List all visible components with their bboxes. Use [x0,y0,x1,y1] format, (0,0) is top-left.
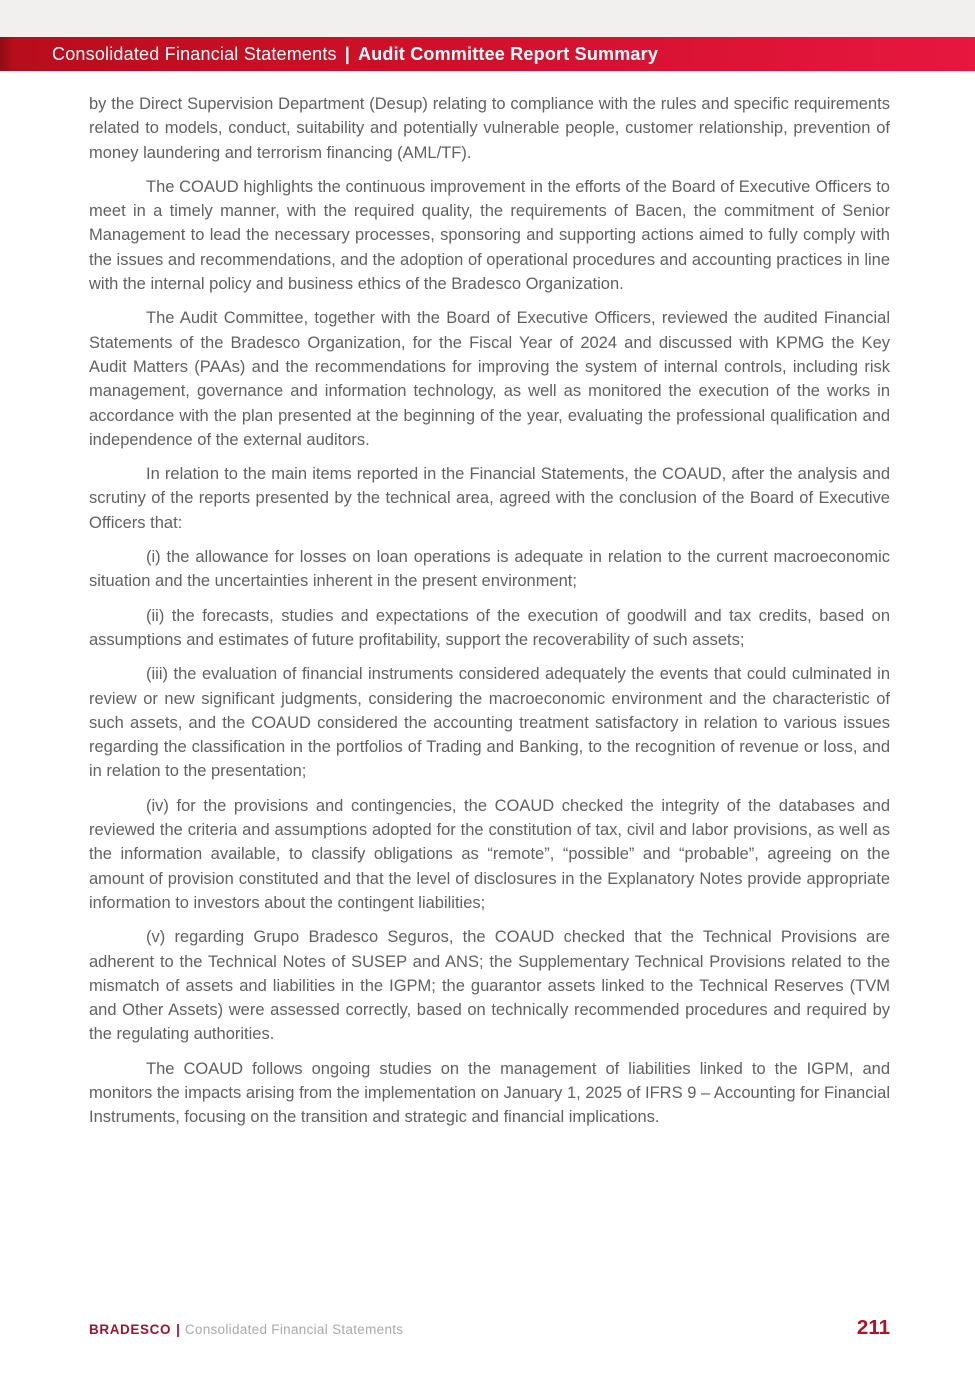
body-paragraph: by the Direct Supervision Department (Desup) relating to compliance with the rules and specific requirements related to models, conduct, suitability and potentially vulnerable people, customer relationship, prevention of money laundering and terrorism financing (AML/TF). [89,95,890,162]
body-paragraph: (v) regarding Grupo Bradesco Seguros, the COAUD checked that the Technical Provisions are adherent to the Technical Notes of SUSEP and ANS; the Supplementary Technical Provisions related to the mismatch of assets and liabilities in the IGPM; the guarantor assets linked to the Technical Reserves (TVM and Other Assets) were assessed correctly, based on technically recommended procedures and required by the regulating authorities. [89,928,890,1044]
page-top-margin-strip [0,0,975,37]
body-paragraph: (ii) the forecasts, studies and expectations of the execution of goodwill and tax credits, based on assumptions and estimates of future profitability, support the recoverability of such assets; [89,606,890,649]
brand-name: BRADESCO [89,1322,172,1337]
section-label: Consolidated Financial Statements [52,43,337,64]
body-paragraph: In relation to the main items reported in the Financial Statements, the COAUD, after the analysis and scrutiny of the reports presented by the technical area, agreed with the conclusion of the Board of Executive Officers that: [89,465,890,532]
section-title-bar [0,37,975,71]
page-heading: Audit Committee Report Summary [358,43,659,64]
body-paragraph: The COAUD follows ongoing studies on the management of liabilities linked to the IGPM, and monitors the impacts arising from the implementation on January 1, 2025 of IFRS 9 – Accounting for Financial Instruments, focusing on the transition and strategic and financial implications. [89,1059,890,1127]
footer-left [89,1321,403,1339]
body-paragraph: (iii) the evaluation of financial instruments considered adequately the events that could culminated in review or new significant judgments, considering the macroeconomic environment and the characteristic of such assets, and the COAUD considered the accounting treatment satisfactory in relation to various issues regarding the classification in the portfolios of Trading and Banking, to the recognition of revenue or loss, and in relation to the presentation; [89,665,890,781]
title-separator: | [344,43,351,64]
footer-separator: | [176,1322,180,1337]
body-paragraph: The Audit Committee, together with the Board of Executive Officers, reviewed the audited Financial Statements of the Bradesco Organization, for the Fiscal Year of 2024 and discussed with KPMG the Key Audit Matters (PAAs) and the recommendations for improving the system of internal controls, including risk management, governance and information technology, as well as monitored the execution of the works in accordance with the plan presented at the beginning of the year, evaluating the professional qualification and independence of the external auditors. [89,309,890,449]
page-number: 211 [856,1316,890,1339]
page-footer [89,1316,890,1340]
body-paragraph: (iv) for the provisions and contingencies, the COAUD checked the integrity of the databases and reviewed the criteria and assumptions adopted for the constitution of tax, civil and labor provisions, as well as the information available, to classify obligations as “remote”, “possible” and “probable”, agreeing on the amount of provision constituted and that the level of disclosures in the Explanatory Notes provide appropriate information to investors about the contingent liabilities; [89,796,890,912]
document-body [89,92,890,1130]
body-paragraph: (i) the allowance for losses on loan operations is adequate in relation to the current macroeconomic situation and the uncertainties inherent in the present environment; [89,548,890,591]
body-paragraph: The COAUD highlights the continuous improvement in the efforts of the Board of Executive Officers to meet in a timely manner, with the required quality, the requirements of Bacen, the commitment of Senior Management to lead the necessary processes, sponsoring and supporting actions aimed to fully comply with the issues and recommendations, and the adoption of operational procedures and accounting practices in line with the internal policy and business ethics of the Bradesco Organization. [89,177,890,294]
footer-doc-title: Consolidated Financial Statements [184,1322,404,1337]
